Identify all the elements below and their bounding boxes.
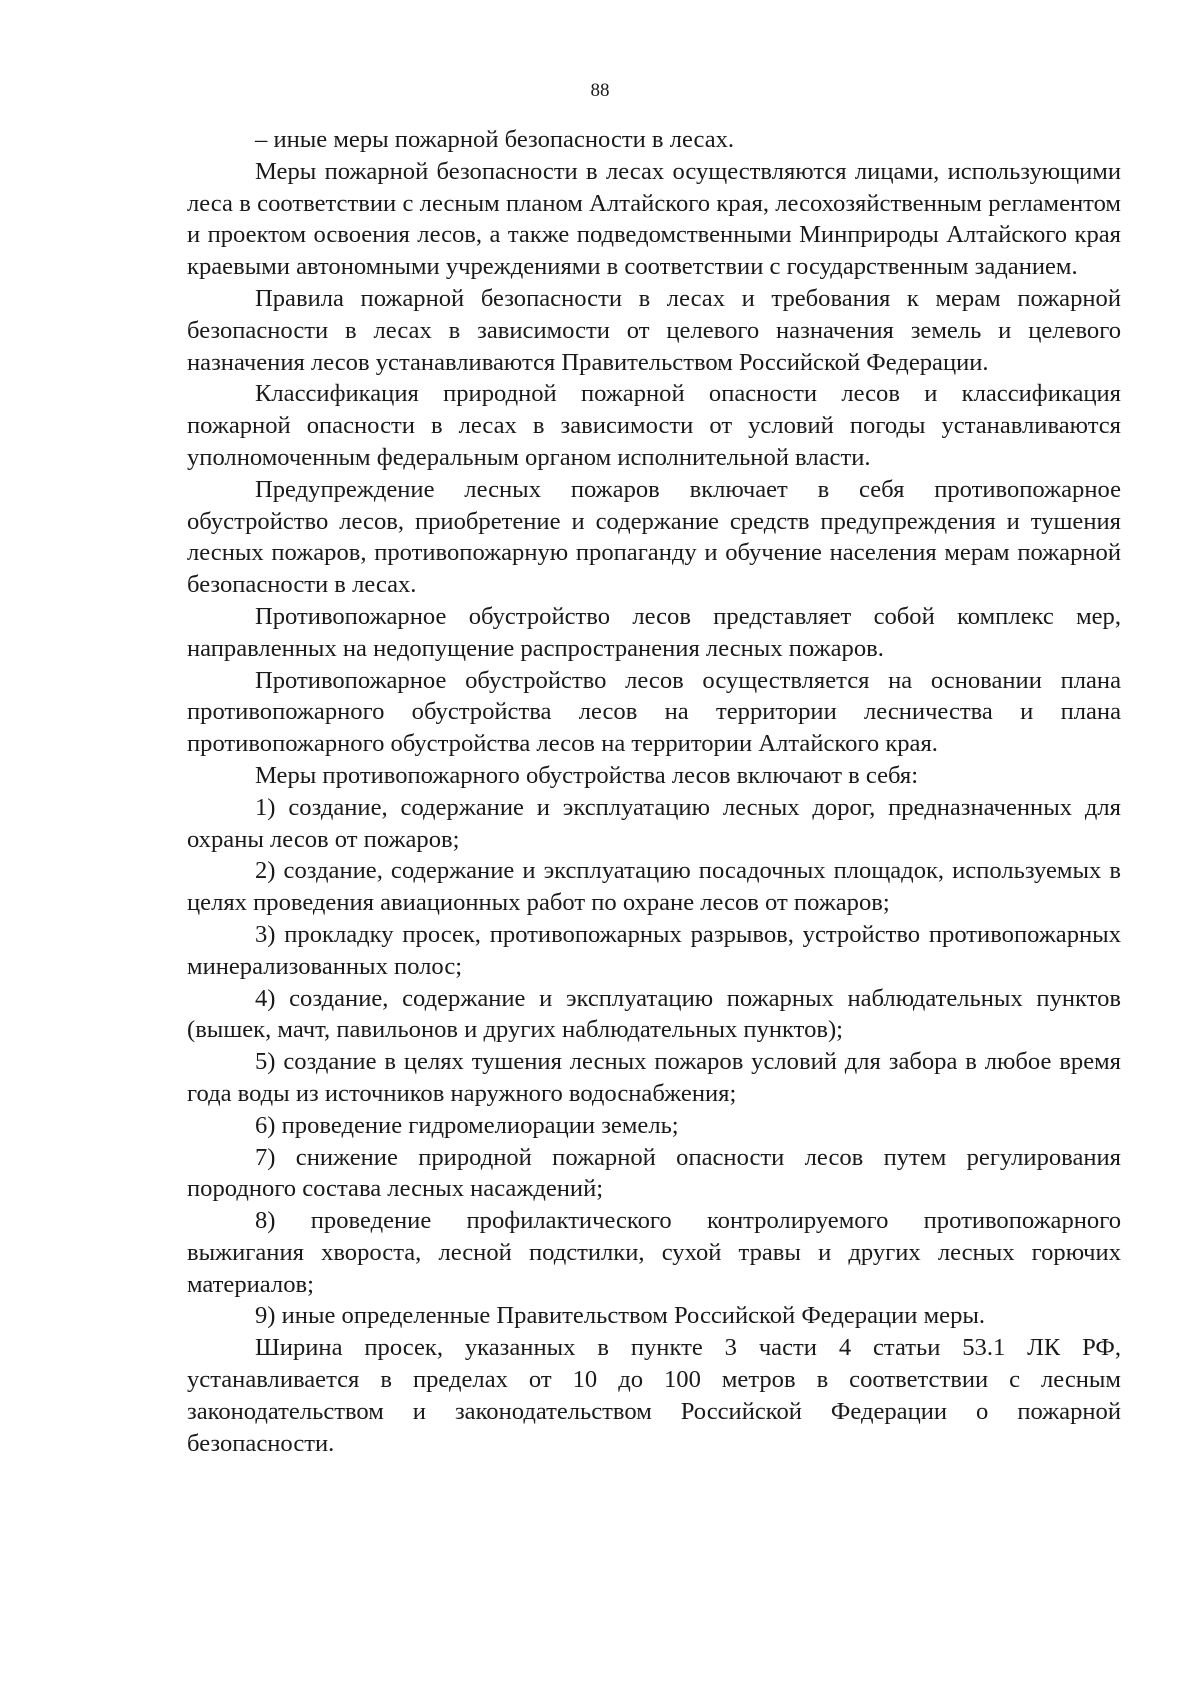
list-item: 5) создание в целях тушения лесных пожаров условий для забора в любое время года воды из источников наружного водоснабжения; [187, 1048, 1121, 1107]
paragraph: Предупреждение лесных пожаров включает в себя противопожарное обустройство лесов, приобретение и содержание средств предупреждения и тушения лесных пожаров, противопожарную пропаганду и обучение населения мерам пожарной безопасности в лесах. [187, 475, 1121, 599]
list-item: 6) проведение гидромелиорации земель; [255, 1111, 679, 1139]
paragraph: Меры пожарной безопасности в лесах осуществляются лицами, использующими леса в соответствии с лесным планом Алтайского края, лесохозяйственным регламентом и проектом освоения лесов, а также подведомственными Минприроды Алтайского края краевыми автономными учреждениями в соответствии с государственным заданием. [187, 157, 1121, 281]
list-item: 2) создание, содержание и эксплуатацию посадочных площадок, используемых в целях проведения авиационных работ по охране лесов от пожаров; [187, 857, 1121, 917]
paragraph: Классификация природной пожарной опасности лесов и классификация пожарной опасности в лесах в зависимости от условий погоды устанавливаются уполномоченным федеральным органом исполнительной власти. [187, 380, 1121, 471]
paragraph: – иные меры пожарной безопасности в лесах. [255, 126, 735, 153]
list-item: 1) создание, содержание и эксплуатацию лесных дорог, предназначенных для охраны лесов от пожаров; [187, 793, 1121, 853]
list-item: 7) снижение природной пожарной опасности лесов путем регулирования породного состава лесных насаждений; [187, 1143, 1121, 1203]
paragraph: Правила пожарной безопасности в лесах и требования к мерам пожарной безопасности в лесах в зависимости от целевого назначения земель и целевого назначения лесов устанавливаются Правительством Российской Федерации. [187, 284, 1121, 376]
paragraph: Меры противопожарного обустройства лесов включают в себя: [255, 761, 919, 789]
document-body [187, 124, 1121, 1459]
list-item: 9) иные определенные Правительством Российской Федерации меры. [255, 1302, 986, 1330]
paragraph: Ширина просек, указанных в пункте 3 части 4 статьи 53.1 ЛК РФ, устанавливается в пределах от 10 до 100 метров в соответствии с лесным законодательством и законодательством Российской Федерации о пожарной безопасности. [187, 1334, 1121, 1457]
paragraph: Противопожарное обустройство лесов представляет собой комплекс мер, направленных на недопущение распространения лесных пожаров. [187, 602, 1121, 662]
page-number: 88 [590, 80, 610, 101]
paragraph: Противопожарное обустройство лесов осуществляется на основании плана противопожарного обустройства лесов на территории лесничества и плана противопожарного обустройства лесов на территории Алтайского края. [187, 666, 1121, 758]
list-item: 8) проведение профилактического контролируемого противопожарного выжигания хвороста, лесной подстилки, сухой травы и других лесных горючих материалов; [187, 1207, 1121, 1298]
list-item: 3) прокладку просек, противопожарных разрывов, устройство противопожарных минерализованных полос; [187, 920, 1121, 980]
list-item: 4) создание, содержание и эксплуатацию пожарных наблюдательных пунктов (вышек, мачт, павильонов и других наблюдательных пунктов); [187, 984, 1121, 1044]
